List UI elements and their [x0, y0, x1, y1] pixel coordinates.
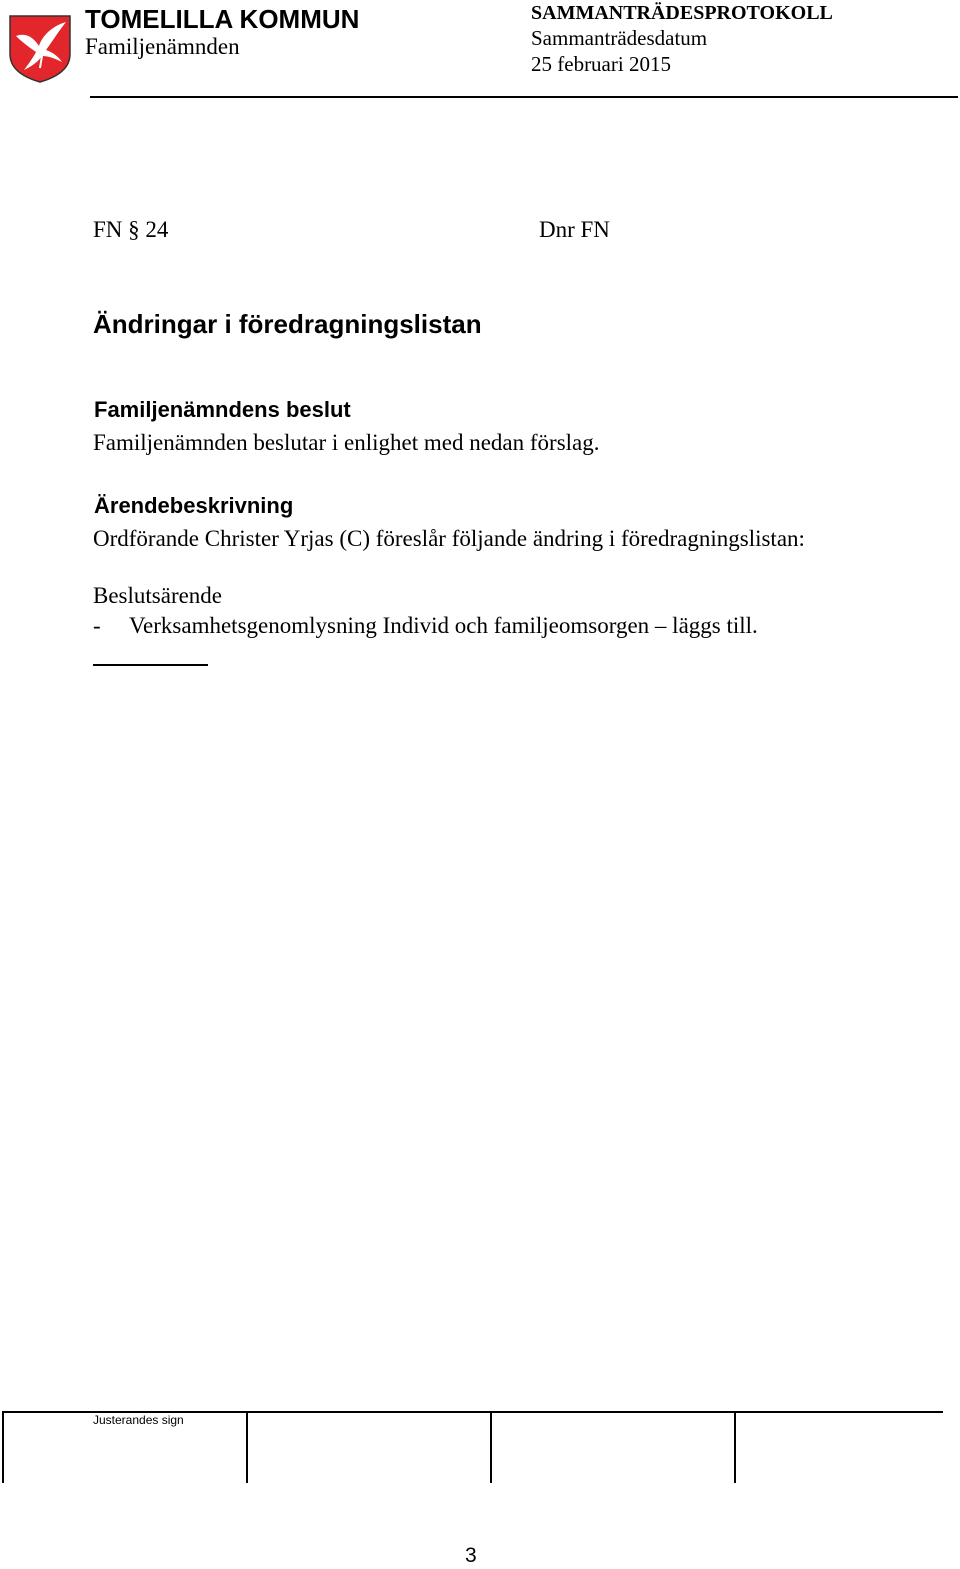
description-heading: Ärendebeskrivning	[94, 493, 294, 518]
registration-number: Dnr FN	[539, 217, 610, 242]
description-text: Ordförande Christer Yrjas (C) föreslår följande ändring i föredragningslistan:	[93, 526, 805, 551]
document-type: SAMMANTRÄDESPROTOKOLL	[531, 2, 833, 24]
organization-name: TOMELILLA KOMMUN	[85, 4, 360, 34]
signature-cell-2	[246, 1411, 248, 1483]
coat-of-arms-icon	[8, 14, 72, 84]
department-name: Familjenämnden	[85, 34, 240, 59]
signature-cell-3	[490, 1411, 492, 1483]
item-heading: Beslutsärende	[93, 583, 223, 608]
list-bullet: -	[93, 613, 101, 638]
page-title: Ändringar i föredragningslistan	[93, 309, 482, 339]
footnote-divider	[93, 664, 208, 666]
signature-cell-1	[2, 1411, 4, 1483]
case-number: FN § 24	[93, 217, 169, 242]
signature-label: Justerandes sign	[93, 1413, 184, 1427]
meeting-date-label: Sammanträdesdatum	[531, 26, 708, 50]
meeting-date: 25 februari 2015	[531, 52, 671, 76]
list-item: Verksamhetsgenomlysning Individ och familjeomsorgen – läggs till.	[129, 613, 758, 638]
decision-heading: Familjenämndens beslut	[94, 397, 351, 422]
page-number: 3	[465, 1544, 477, 1567]
decision-text: Familjenämnden beslutar i enlighet med nedan förslag.	[93, 430, 600, 455]
header-divider	[90, 96, 958, 98]
signature-cell-4	[734, 1411, 736, 1483]
